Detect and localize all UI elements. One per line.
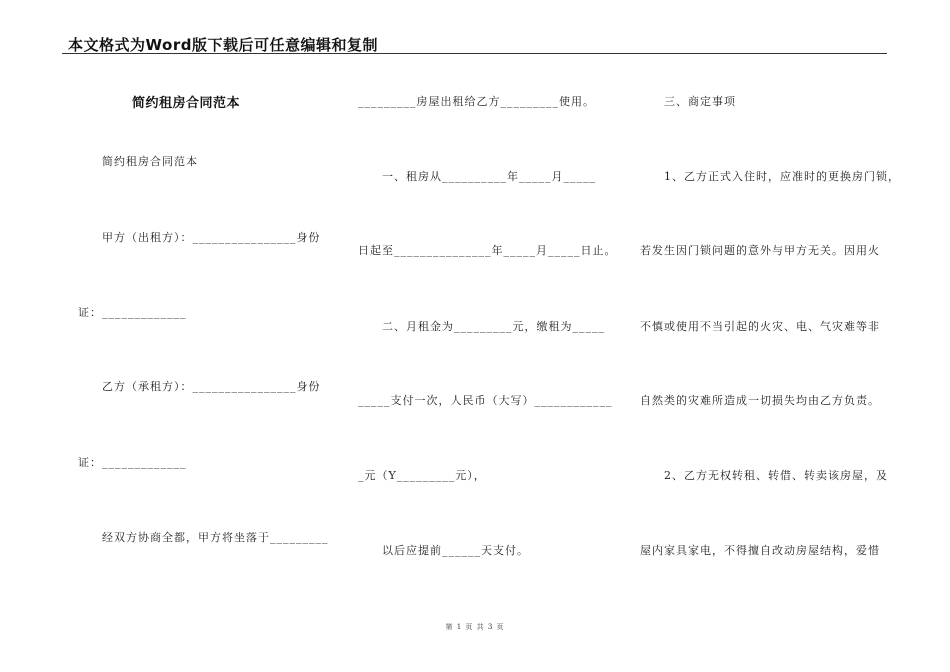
paragraph-line: 日起至_______________年_____月_____日止。: [358, 244, 617, 257]
page-number: 第 1 页 共 3 页: [445, 623, 505, 631]
paragraph-line: 一、租房从__________年_____月_____: [382, 170, 596, 183]
paragraph-line: 经双方协商全都，甲方将坐落于_________: [102, 531, 329, 544]
paragraph-line: _________房屋出租给乙方_________使用。: [358, 95, 595, 108]
paragraph-line: 自然类的灾难所造成一切损失均由乙方负责。: [640, 394, 880, 407]
paragraph-line: 以后应提前______天支付。: [382, 544, 529, 557]
header-title: 本文格式为Word版下载后可任意编辑和复制: [68, 36, 378, 54]
paragraph-line: 甲方（出租方）：________________身份: [102, 231, 321, 244]
paragraph-line: 若发生因门锁问题的意外与甲方无关。因用火: [640, 244, 880, 257]
paragraph-line: 三、商定事项: [664, 95, 736, 108]
contract-title: 简约租房合同范本: [132, 96, 241, 111]
header-divider: [62, 53, 887, 54]
paragraph-line: 证：_____________: [78, 306, 187, 319]
paragraph-line: 简约租房合同范本: [102, 155, 198, 168]
paragraph-line: 二、月租金为_________元，缴租为_____: [382, 320, 605, 333]
paragraph-line: 2、乙方无权转租、转借、转卖该房屋，及: [664, 469, 888, 482]
paragraph-line: 乙方（承租方）：________________身份: [102, 380, 321, 393]
paragraph-line: 不慎或使用不当引起的火灾、电、气灾难等非: [640, 320, 880, 333]
paragraph-line: 证：_____________: [78, 456, 187, 469]
paragraph-line: _____支付一次，人民币（大写）____________: [358, 394, 613, 407]
paragraph-line: 屋内家具家电，不得擅自改动房屋结构，爱惜: [640, 544, 880, 557]
paragraph-line: _元（Y_________元），: [358, 469, 486, 482]
paragraph-line: 1、乙方正式入住时，应准时的更换房门锁，: [664, 170, 900, 183]
